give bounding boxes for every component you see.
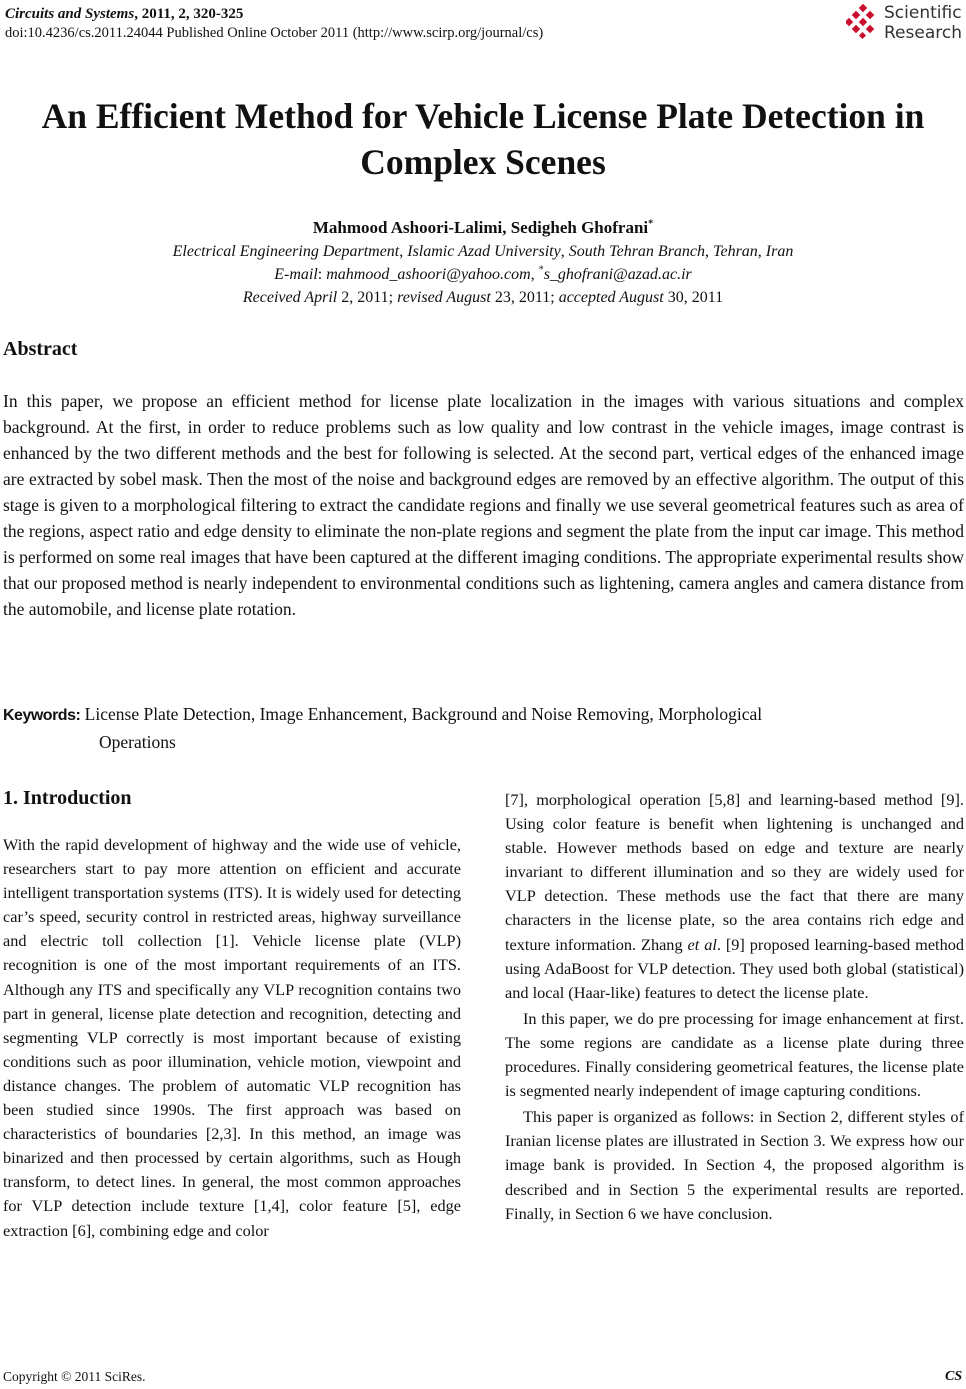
doi-line: doi:10.4236/cs.2011.24044 Published Online October 2011 (http://www.scirp.org/journal/cs) [5,25,544,41]
author-list: Mahmood Ashoori-Lalimi, Sedigheh Ghofrani* [312,218,654,237]
paper-title: An Efficient Method for Vehicle License Plate Detection in Complex Scenes [41,96,925,182]
publisher-logo [846,2,966,46]
left-column [3,833,461,1243]
journal-abbreviation: CS [945,1369,963,1384]
copyright-footer: Copyright © 2011 SciRes. [3,1369,146,1384]
keywords: Keywords: License Plate Detection, Image Enhancement, Background and Noise Removing, Morphological Operations [3,704,763,752]
affiliation: Electrical Engineering Department, Islamic Azad University, South Tehran Branch, Tehran, Iran [172,243,794,260]
section-heading-introduction: 1. Introduction [3,787,132,809]
journal-header [5,4,243,24]
paragraph: [7], morphological operation [5,8] and learning-based method [9]. Using color feature is benefit when lightening is unchanged and stable. However methods based on edge and texture are nearly invariant to different illumination and so they are widely used for VLP detection. These methods use the fact that there are many characters in the license plate, so the area contains rich edge and texture information. Zhang et al. [9] proposed learning-based method using AdaBoost for VLP detection. They used both global (statistical) and local (Haar-like) features to detect the license plate. [505,790,964,1002]
abstract-heading: Abstract [3,338,78,360]
received-dates: Received April 2, 2011; revised August 23, 2011; accepted August 30, 2011 [242,289,724,306]
right-column [505,788,964,1226]
keywords-label: Keywords: [3,707,81,724]
journal-volume-info: , 2011, 2, 320-325 [134,6,244,22]
scientific-research-logo-icon [846,4,882,40]
abstract-text: In this paper, we propose an efficient method for license plate localization in the images with various situations and complex background. At the first, in order to reduce problems such as low quality and low contrast in the vehicle images, image contrast is enhanced by the two different methods and the best for following is selected. At the second part, vertical edges of the enhanced image are extracted by sobel mask. Then the most of the noise and background edges are removed by an effective algorithm. The output of this stage is given to a morphological filtering to extract the candidate regions and finally we use several geometrical features such as area of the regions, aspect ratio and edge density to eliminate the non-plate regions and segment the plate from the input car image. This method is performed on some real images that have been captured at the different imaging conditions. The appropriate experimental results show that our proposed method is nearly independent to environmental conditions such as lightening, camera angles and camera distance from the automobile, and license plate rotation. [3,391,964,619]
paragraph: This paper is organized as follows: in Section 2, different styles of Iranian license plates are illustrated in Section 3. We express how our image bank is provided. In Section 4, the proposed algorithm is described and in Section 5 the experimental results are reported. Finally, in Section 6 we have conclusion. [505,1107,964,1223]
paragraph: In this paper, we do pre processing for image enhancement at first. The some regions are candidate as a license plate during three procedures. Finally considering geometrical features, the license plate is segmented nearly independent of image capturing conditions. [505,1008,964,1101]
author-emails: E-mail: mahmood_ashoori@yahoo.com, *s_ghofrani@azad.ac.ir [274,264,692,283]
journal-name: Circuits and Systems [5,6,135,22]
publisher-name: Scientific Research [884,3,962,43]
paragraph: With the rapid development of highway and the wide use of vehicle, researchers start to pay more attention on efficient and accurate intelligent transportation systems (ITS). It is widely used for detecting car’s speed, security control in restricted areas, highway surveillance and electric toll collection [1]. Vehicle license plate (VLP) recognition is one of the most important requirements of an ITS. Although any ITS and specifically any VLP recognition contains two part in general, license plate detection and recognition, detecting and segmenting VLP correctly is most important because of existing conditions such as poor illumination, vehicle motion, viewpoint and distance changes. The problem of automatic VLP recognition has been studied since 1990s. The first approach was based on characteristics of boundaries [2,3]. In this method, an image was binarized and then processed by certain algorithms, such as Hough transform, to detect lines. In general, the most common approaches for VLP detection include texture [1,4], color feature [5], edge extraction [6], combining edge and color [3,835,461,1240]
